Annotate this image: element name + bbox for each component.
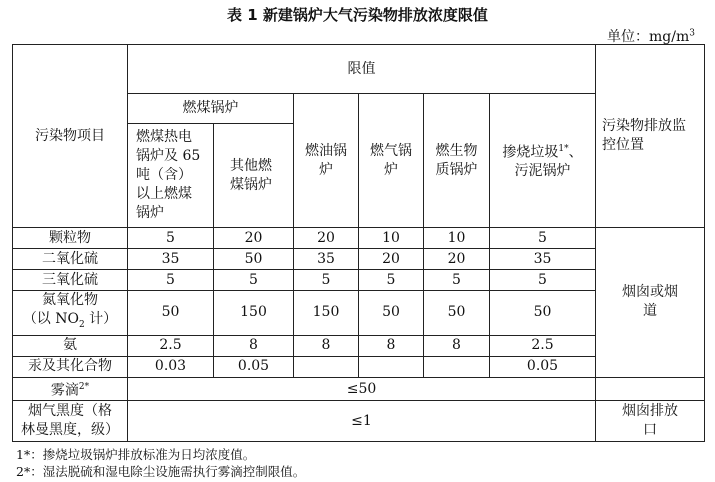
pollutant-name: 二氧化硫 <box>13 249 128 270</box>
value-cell: 0.05 <box>490 356 596 377</box>
smoke-monitor-line-1: 烟囱排放 <box>622 403 678 420</box>
value-cell <box>359 356 424 377</box>
header-waste-sup: 1* <box>558 143 569 154</box>
nox-name-post: 计） <box>84 311 118 327</box>
header-pollutant: 污染物项目 <box>13 45 128 228</box>
value-cell: 5 <box>214 270 294 291</box>
header-waste-sludge <box>490 94 596 228</box>
header-gas-line-1: 燃气锅 <box>370 142 412 159</box>
footnotes <box>16 446 305 480</box>
value-cell: 5 <box>128 270 214 291</box>
value-cell: 50 <box>424 291 490 336</box>
value-cell: 50 <box>214 249 294 270</box>
nox-name-pre: （以 NO <box>22 311 79 327</box>
value-cell: 20 <box>214 228 294 249</box>
header-oil-line-1: 燃油锅 <box>305 142 347 159</box>
value-cell: 8 <box>359 335 424 356</box>
header-coal-large-line-3: 吨（含） <box>136 167 192 183</box>
nox-name-line-1: 氮氧化物 <box>42 292 98 308</box>
header-monitor-location <box>596 45 705 228</box>
pollutant-name: 颗粒物 <box>13 228 128 249</box>
monitor-chimney-or-flue <box>596 228 705 378</box>
monitor-chimney-line-2: 道 <box>643 303 657 320</box>
value-cell: 20 <box>294 228 359 249</box>
footnote-1: 1*：掺烧垃圾锅炉排放标准为日均浓度值。 <box>16 447 256 462</box>
value-cell: 0.05 <box>214 356 294 377</box>
monitor-chimney-line-1: 烟囱或烟 <box>622 284 678 301</box>
value-cell: 5 <box>294 270 359 291</box>
value-cell: 20 <box>424 249 490 270</box>
table-row <box>13 228 705 249</box>
header-waste-line-1: 掺烧垃圾 <box>502 144 559 161</box>
header-gas <box>359 94 424 228</box>
value-cell: 10 <box>424 228 490 249</box>
header-monitor-text: 污染物排放监控位置 <box>602 118 686 153</box>
value-cell: 0.03 <box>128 356 214 377</box>
mist-sup: 2* <box>78 381 90 392</box>
header-biomass <box>424 94 490 228</box>
value-cell <box>424 356 490 377</box>
smoke-name-line-1: 烟气黑度（格 <box>28 403 112 420</box>
value-cell: 5 <box>359 270 424 291</box>
header-biomass-line-2: 质锅炉 <box>435 161 478 178</box>
pollutant-name: 三氧化硫 <box>13 270 128 291</box>
header-coal-large-line-1: 燃煤热电 <box>136 129 192 145</box>
value-cell: 8 <box>214 335 294 356</box>
header-gas-line-2: 炉 <box>384 161 398 178</box>
value-cell: 2.5 <box>490 335 596 356</box>
value-cell: 50 <box>490 291 596 336</box>
value-cell: 50 <box>128 291 214 336</box>
footnote-2: 2*：湿法脱硫和湿电除尘设施需执行雾滴控制限值。 <box>16 464 306 479</box>
nox-name-sub: 2 <box>79 319 85 330</box>
value-cell <box>294 356 359 377</box>
table-row <box>13 377 705 401</box>
table-row <box>13 401 705 442</box>
value-cell: 10 <box>359 228 424 249</box>
pollutant-name <box>13 291 128 336</box>
header-oil-line-2: 炉 <box>319 161 333 178</box>
value-cell: 5 <box>490 270 596 291</box>
pollutant-name <box>13 377 128 401</box>
emission-limits-table <box>12 44 705 442</box>
header-coal-large <box>128 124 214 228</box>
value-cell: 35 <box>294 249 359 270</box>
header-coal-other-line-2: 煤锅炉 <box>230 176 272 193</box>
header-coal-other <box>214 124 294 228</box>
header-coal-large-line-5: 锅炉 <box>136 205 164 221</box>
header-waste-line-2: 污泥锅炉 <box>514 163 571 180</box>
value-cell: 35 <box>128 249 214 270</box>
header-coal-large-line-2: 锅炉及 65 <box>136 148 201 164</box>
smoke-name-line-2: 林曼黑度，级） <box>21 422 119 439</box>
value-cell: 5 <box>490 228 596 249</box>
unit-label <box>607 26 695 46</box>
header-biomass-line-1: 燃生物 <box>435 142 478 159</box>
pollutant-name: 氨 <box>13 335 128 356</box>
pollutant-name <box>13 401 128 442</box>
header-waste-sep: 、 <box>568 144 583 161</box>
unit-text: 单位：mg/m <box>607 29 690 45</box>
smoke-monitor-line-2: 口 <box>643 422 657 439</box>
header-coal-group: 燃煤锅炉 <box>128 94 294 124</box>
mist-value: ≤50 <box>128 377 596 401</box>
value-cell: 150 <box>294 291 359 336</box>
value-cell: 8 <box>424 335 490 356</box>
value-cell: 35 <box>490 249 596 270</box>
value-cell: 8 <box>294 335 359 356</box>
mist-name: 雾滴 <box>50 382 79 399</box>
value-cell: 150 <box>214 291 294 336</box>
value-cell: 5 <box>128 228 214 249</box>
value-cell: 20 <box>359 249 424 270</box>
header-coal-other-line-1: 其他燃 <box>230 157 272 174</box>
unit-superscript: 3 <box>689 28 695 39</box>
header-coal-large-line-4: 以上燃煤 <box>136 186 192 202</box>
value-cell: 50 <box>359 291 424 336</box>
header-limit-group: 限值 <box>128 45 596 94</box>
header-oil <box>294 94 359 228</box>
smoke-value: ≤1 <box>128 401 596 442</box>
monitor-chimney-outlet <box>596 401 705 442</box>
mist-monitor-empty <box>596 377 705 401</box>
value-cell: 5 <box>424 270 490 291</box>
value-cell: 2.5 <box>128 335 214 356</box>
table-title: 表 1 新建锅炉大气污染物排放浓度限值 <box>227 6 488 24</box>
pollutant-name: 汞及其化合物 <box>13 356 128 377</box>
